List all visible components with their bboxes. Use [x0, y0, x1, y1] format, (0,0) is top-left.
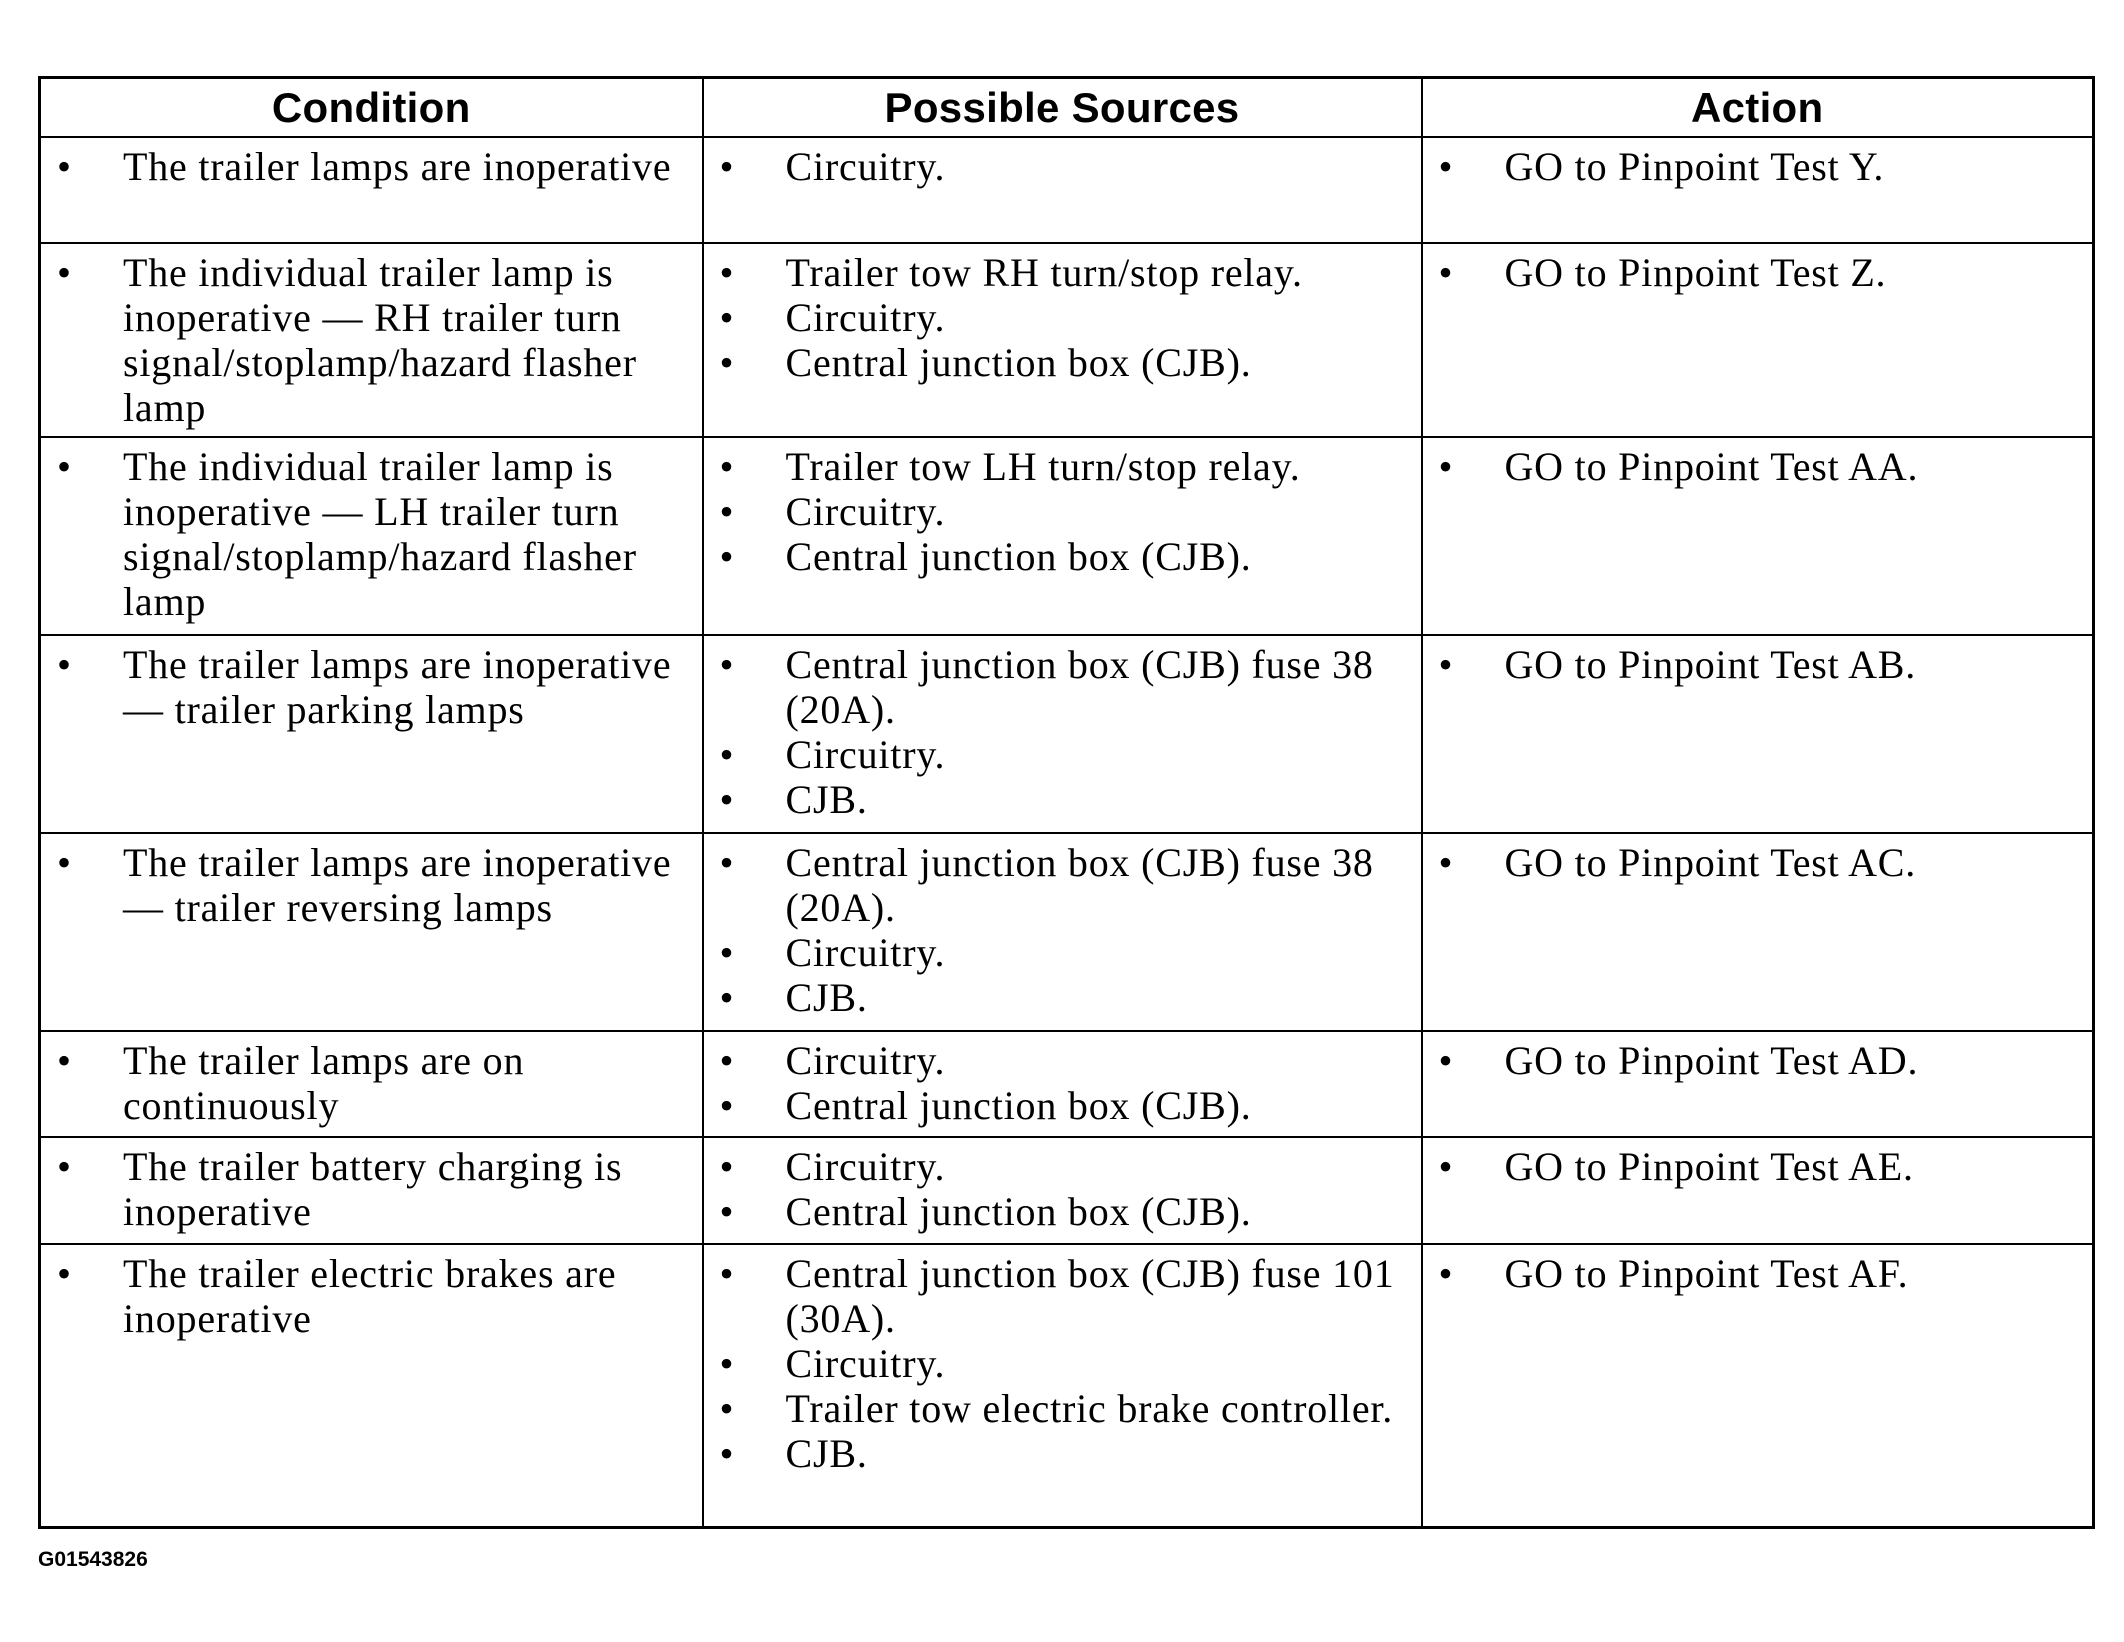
sources-list [716, 1038, 1409, 1128]
condition-cell [40, 1137, 703, 1245]
source-item: • Central junction box (CJB). [716, 534, 1409, 579]
sources-list [716, 144, 1409, 189]
table-row [40, 1031, 2094, 1137]
action-item: • GO to Pinpoint Test AF. [1435, 1251, 2081, 1296]
table-row [40, 1137, 2094, 1245]
table-body [40, 137, 2094, 1528]
condition-item: • The trailer battery charging is inoperative [53, 1144, 690, 1234]
condition-list [53, 1038, 690, 1128]
condition-cell [40, 243, 703, 438]
sources-list [716, 444, 1409, 579]
header-action: Action [1422, 78, 2094, 138]
source-item: • Circuitry. [716, 732, 1409, 777]
condition-list [53, 642, 690, 732]
condition-item: • The trailer lamps are inoperative [53, 144, 690, 189]
condition-cell [40, 137, 703, 243]
sources-list [716, 642, 1409, 822]
action-cell [1422, 1137, 2094, 1245]
condition-cell [40, 833, 703, 1031]
condition-list [53, 840, 690, 930]
table-row [40, 635, 2094, 833]
sources-list [716, 1251, 1409, 1476]
action-list [1435, 144, 2081, 189]
action-item: • GO to Pinpoint Test AD. [1435, 1038, 2081, 1083]
action-list [1435, 840, 2081, 885]
source-item: • Central junction box (CJB) fuse 38 (20A). [716, 642, 1409, 732]
source-item: • CJB. [716, 1431, 1409, 1476]
action-list [1435, 642, 2081, 687]
action-item: • GO to Pinpoint Test AB. [1435, 642, 2081, 687]
table-row [40, 1244, 2094, 1527]
action-cell [1422, 635, 2094, 833]
action-list [1435, 1144, 2081, 1189]
source-item: • Circuitry. [716, 295, 1409, 340]
condition-list [53, 1251, 690, 1341]
condition-item: • The individual trailer lamp is inoperative — LH trailer turn signal/stoplamp/hazard flasher lamp [53, 444, 690, 624]
action-item: • GO to Pinpoint Test AC. [1435, 840, 2081, 885]
table-row [40, 833, 2094, 1031]
source-item: • Circuitry. [716, 144, 1409, 189]
source-item: • Trailer tow electric brake controller. [716, 1386, 1409, 1431]
sources-cell [703, 635, 1422, 833]
action-cell [1422, 243, 2094, 438]
table-row [40, 437, 2094, 635]
source-item: • Circuitry. [716, 1038, 1409, 1083]
sources-cell [703, 243, 1422, 438]
condition-item: • The individual trailer lamp is inoperative — RH trailer turn signal/stoplamp/hazard flasher lamp [53, 250, 690, 430]
sources-cell [703, 833, 1422, 1031]
condition-item: • The trailer lamps are inoperative — trailer reversing lamps [53, 840, 690, 930]
action-item: • GO to Pinpoint Test AA. [1435, 444, 2081, 489]
source-item: • Circuitry. [716, 930, 1409, 975]
sources-cell [703, 1244, 1422, 1527]
condition-item: • The trailer lamps are inoperative — trailer parking lamps [53, 642, 690, 732]
sources-cell [703, 1031, 1422, 1137]
source-item: • Circuitry. [716, 1144, 1409, 1189]
condition-list [53, 444, 690, 624]
diagnosis-table [38, 76, 2095, 1529]
sources-cell [703, 437, 1422, 635]
condition-list [53, 1144, 690, 1234]
action-cell [1422, 1244, 2094, 1527]
action-item: • GO to Pinpoint Test Y. [1435, 144, 2081, 189]
header-possible-sources: Possible Sources [703, 78, 1422, 138]
figure-id: G01543826 [38, 1548, 148, 1571]
action-cell [1422, 1031, 2094, 1137]
source-item: • Circuitry. [716, 1341, 1409, 1386]
sources-list [716, 1144, 1409, 1234]
source-item: • Trailer tow LH turn/stop relay. [716, 444, 1409, 489]
source-item: • Central junction box (CJB). [716, 1083, 1409, 1128]
condition-cell [40, 1031, 703, 1137]
source-item: • Central junction box (CJB). [716, 1189, 1409, 1234]
table-header-row [40, 78, 2094, 138]
header-condition: Condition [40, 78, 703, 138]
condition-item: • The trailer electric brakes are inoperative [53, 1251, 690, 1341]
table-row [40, 137, 2094, 243]
source-item: • Central junction box (CJB) fuse 101 (30A). [716, 1251, 1409, 1341]
action-list [1435, 250, 2081, 295]
condition-item: • The trailer lamps are on continuously [53, 1038, 690, 1128]
source-item: • CJB. [716, 777, 1409, 822]
source-item: • Central junction box (CJB) fuse 38 (20A). [716, 840, 1409, 930]
action-list [1435, 1251, 2081, 1296]
sources-cell [703, 137, 1422, 243]
action-list [1435, 444, 2081, 489]
action-cell [1422, 137, 2094, 243]
table-row [40, 243, 2094, 438]
sources-list [716, 250, 1409, 385]
condition-cell [40, 635, 703, 833]
sources-list [716, 840, 1409, 1020]
condition-cell [40, 437, 703, 635]
action-list [1435, 1038, 2081, 1083]
action-item: • GO to Pinpoint Test Z. [1435, 250, 2081, 295]
sources-cell [703, 1137, 1422, 1245]
source-item: • Central junction box (CJB). [716, 340, 1409, 385]
action-cell [1422, 437, 2094, 635]
source-item: • CJB. [716, 975, 1409, 1020]
source-item: • Trailer tow RH turn/stop relay. [716, 250, 1409, 295]
source-item: • Circuitry. [716, 489, 1409, 534]
action-cell [1422, 833, 2094, 1031]
condition-list [53, 144, 690, 189]
condition-list [53, 250, 690, 430]
action-item: • GO to Pinpoint Test AE. [1435, 1144, 2081, 1189]
condition-cell [40, 1244, 703, 1527]
